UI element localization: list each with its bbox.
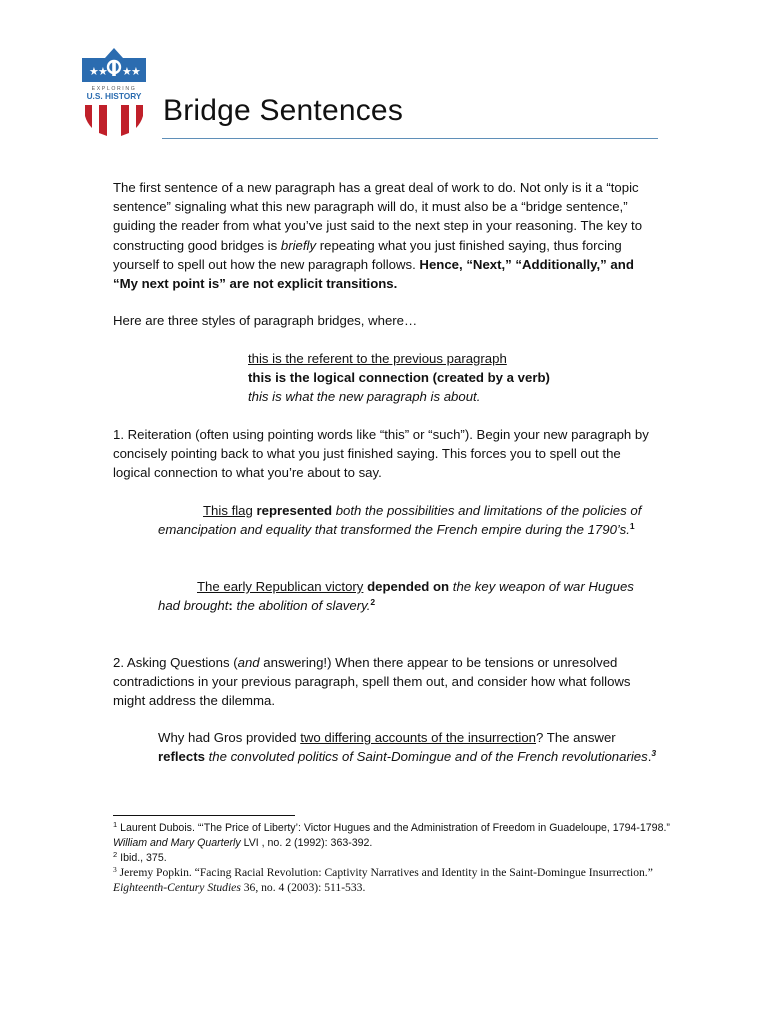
svg-text:★: ★ xyxy=(89,65,99,78)
section-reiteration: 1. Reiteration (often using pointing words like “this” or “such”). Begin your new paragraph by concisely pointing back to what you just finished saying. This forces you to spell out the logical connection to what you’re about to say. xyxy=(113,427,649,481)
shield-stripes-icon xyxy=(84,105,144,139)
section-asking-questions xyxy=(113,653,658,711)
section-2-text-a: 2. Asking Questions ( xyxy=(113,655,238,670)
footnote-1 xyxy=(113,821,673,850)
intro-text: The first sentence of a new paragraph has a great deal of work to do. Not only is it a “topic sentence” signaling what this new paragraph will do, it must also be a “bridge sentence,” guiding the reader from what you’ve just said to the next step in your reasoning. The key to constructing good bridges is xyxy=(113,180,643,253)
footnote-1-italic: William and Mary Quarterly xyxy=(113,836,241,849)
section-2-italic: and xyxy=(237,655,260,670)
example-3 xyxy=(158,728,658,766)
section-2-text-b: answering!) When there appear to be tensions or unresolved contradictions in your previous paragraph, spell them out, and consider how what follows might address the dilemma. xyxy=(113,655,631,709)
logo-top-text: EXPLORING xyxy=(91,86,137,92)
legend-referent: this is the referent to the previous paragraph xyxy=(248,351,507,366)
example-3-verb: reflects xyxy=(158,749,205,765)
title-divider xyxy=(162,138,658,139)
logo-bottom-text: U.S. HISTORY xyxy=(86,91,142,101)
example-2 xyxy=(158,577,658,615)
legend xyxy=(248,349,668,407)
intro-paragraph xyxy=(113,178,658,293)
example-1 xyxy=(158,501,658,539)
example-1-end: . xyxy=(626,522,630,538)
intro-bold: Hence, “Next,” “Additionally,” and “My next point is” are not explicit transitions. xyxy=(113,256,634,292)
example-3-about: the convoluted politics of Saint-Domingue and of the French revolutionaries xyxy=(208,749,648,765)
legend-about: this is what the new paragraph is about. xyxy=(248,389,481,405)
footnote-2 xyxy=(113,851,673,866)
footnote-1-number: 1 xyxy=(113,820,118,829)
footnote-3-rest: 36, no. 4 (2003): 511-533. xyxy=(240,880,366,894)
example-2-referent: The early Republican victory xyxy=(197,579,364,594)
exploring-us-history-logo xyxy=(80,46,148,140)
styles-intro: Here are three styles of paragraph bridges, where… xyxy=(113,313,418,328)
footnote-3-text: Jeremy Popkin. “Facing Racial Revolution: Captivity Narratives and Identity in the Saint-Domingue Insurrection.” xyxy=(119,866,653,879)
footnote-ref-2: 2 xyxy=(370,597,376,608)
footnote-1-text: Laurent Dubois. “‘The Price of Liberty’: Victor Hugues and the Administration of Freedom in Guadeloupe, 1794-1798.” xyxy=(120,822,670,834)
example-1-referent: This flag xyxy=(203,503,253,518)
legend-connection: this is the logical connection (created by a verb) xyxy=(248,370,550,386)
intro-italic: briefly xyxy=(280,237,317,253)
intro-text-2: repeating what you just finished saying, thus forcing yourself to spell out how the new paragraph follows. xyxy=(113,237,622,272)
footnote-3-italic: Eighteenth-Century Studies xyxy=(113,880,241,894)
footnote-divider xyxy=(113,815,295,816)
footnote-ref-3: 3 xyxy=(651,748,657,759)
example-2-about: the key weapon of war Hugues had brought xyxy=(158,579,634,614)
page-title: Bridge Sentences xyxy=(163,94,404,127)
example-1-verb: represented xyxy=(256,503,333,518)
footnote-1-rest: LVI , no. 2 (1992): 363-392. xyxy=(240,836,373,849)
example-2-end: . xyxy=(366,598,371,614)
example-1-about: both the possibilities and limitations of the policies of emancipation and equality that transformed the French empire during the 1790’s xyxy=(158,503,642,538)
example-2-verb: depended on xyxy=(367,579,450,594)
example-3-referent: two differing accounts of the insurrection xyxy=(300,730,537,745)
svg-text:★: ★ xyxy=(98,65,108,78)
example-3-end: . xyxy=(647,749,652,765)
footnote-2-number: 2 xyxy=(113,850,118,859)
example-2-colon: : xyxy=(228,598,233,614)
example-2-about-2: the abolition of slavery xyxy=(232,598,367,614)
example-3-mid: ? The answer xyxy=(536,730,616,745)
svg-text:★: ★ xyxy=(122,65,132,78)
svg-text:★: ★ xyxy=(131,65,141,78)
footnote-2-text: Ibid., 375. xyxy=(120,852,167,864)
footnote-3-number: 3 xyxy=(113,865,117,874)
footnote-ref-1: 1 xyxy=(629,521,635,532)
example-3-pre: Why had Gros provided xyxy=(158,730,301,745)
footnote-3 xyxy=(113,866,673,895)
